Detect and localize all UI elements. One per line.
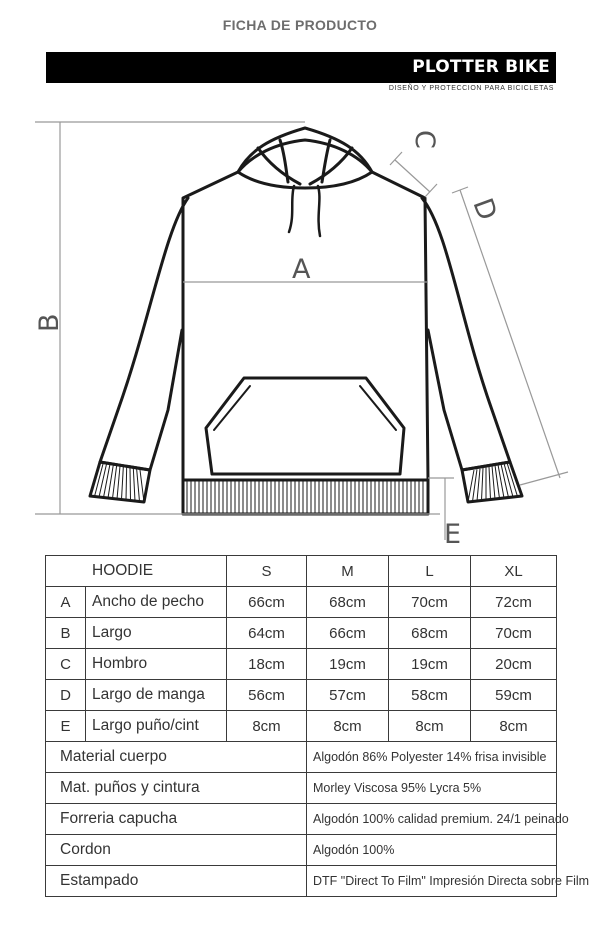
measure-d-tick2 (520, 472, 568, 485)
brand-name: PLOTTER BIKE (412, 57, 550, 77)
measure-d-line (460, 190, 560, 478)
drawstring-right (318, 186, 320, 236)
label-c: C (409, 130, 440, 149)
material-value: DTF "Direct To Film" Impresión Directa sobre Film (307, 866, 557, 897)
size-header: XL (471, 556, 557, 587)
material-value: Algodón 100% calidad premium. 24/1 peinado (307, 804, 557, 835)
hoodie-body-outline (183, 128, 428, 480)
page-title: FICHA DE PRODUCTO (222, 17, 378, 33)
rib-line (113, 465, 117, 498)
ribbing-lines (90, 462, 522, 513)
measure-row (46, 680, 557, 711)
rib-line (122, 467, 124, 500)
measure-value: 8cm (227, 711, 307, 742)
brand-banner (46, 52, 556, 83)
size-header: S (227, 556, 307, 587)
measure-value: 66cm (307, 618, 389, 649)
material-label: Estampado (46, 866, 307, 897)
measure-label: Largo de manga (86, 680, 227, 711)
rib-line (99, 463, 107, 497)
material-row (46, 835, 557, 866)
rib-line (477, 469, 480, 501)
hoodie-diagram (0, 100, 600, 550)
label-a: A (292, 254, 311, 285)
material-label: Mat. puños y cintura (46, 773, 307, 804)
measure-value: 18cm (227, 649, 307, 680)
label-b: B (34, 313, 65, 332)
label-d: D (466, 194, 503, 225)
kangaroo-pocket (206, 378, 404, 474)
label-e: E (444, 519, 462, 550)
rib-line (130, 468, 131, 501)
hood-fold-left (258, 148, 300, 184)
left-sleeve-outline (100, 198, 188, 470)
measure-value: 70cm (389, 587, 471, 618)
rib-line (482, 468, 484, 501)
measure-key: E (46, 711, 86, 742)
measure-value: 8cm (389, 711, 471, 742)
measure-value: 64cm (227, 618, 307, 649)
measure-value: 56cm (227, 680, 307, 711)
measure-c-tick2 (425, 184, 437, 197)
measure-value: 8cm (471, 711, 557, 742)
product-name: HOODIE (46, 556, 227, 587)
material-value: Algodón 86% Polyester 14% frisa invisible (307, 742, 557, 773)
size-header: L (389, 556, 471, 587)
measure-value: 72cm (471, 587, 557, 618)
measure-value: 57cm (307, 680, 389, 711)
brand-tagline: DISEÑO Y PROTECCION PARA BICICLETAS (388, 85, 554, 92)
right-sleeve-outline (422, 198, 510, 470)
measure-c-tick1 (390, 152, 402, 165)
measure-key: B (46, 618, 86, 649)
rib-line (137, 469, 140, 501)
drawstring-left (289, 186, 294, 232)
measure-value: 19cm (389, 649, 471, 680)
measure-key: D (46, 680, 86, 711)
measure-value: 59cm (471, 680, 557, 711)
measure-row (46, 587, 557, 618)
measure-key: C (46, 649, 86, 680)
material-value: Morley Viscosa 95% Lycra 5% (307, 773, 557, 804)
rib-line (492, 466, 495, 499)
measure-value: 66cm (227, 587, 307, 618)
measure-value: 68cm (389, 618, 471, 649)
measure-row (46, 649, 557, 680)
material-row (46, 773, 557, 804)
measure-row (46, 711, 557, 742)
measure-label: Largo (86, 618, 227, 649)
rib-line (140, 470, 144, 502)
size-header: M (307, 556, 389, 587)
rib-line (489, 467, 491, 500)
material-label: Cordon (46, 835, 307, 866)
rib-line (117, 466, 120, 499)
measure-value: 8cm (307, 711, 389, 742)
measure-d-tick1 (452, 187, 468, 193)
measure-value: 58cm (389, 680, 471, 711)
size-table (45, 555, 590, 897)
measure-label: Hombro (86, 649, 227, 680)
material-label: Forreria capucha (46, 804, 307, 835)
material-row (46, 866, 557, 897)
measure-label: Largo puño/cint (86, 711, 227, 742)
measure-value: 20cm (471, 649, 557, 680)
measure-row (46, 618, 557, 649)
measure-key: A (46, 587, 86, 618)
measure-value: 70cm (471, 618, 557, 649)
measure-value: 68cm (307, 587, 389, 618)
rib-line (133, 469, 135, 501)
hood-fold-right (310, 148, 352, 184)
material-value: Algodón 100% (307, 835, 557, 866)
rib-line (90, 462, 100, 496)
rib-line (126, 467, 127, 500)
measure-label: Ancho de pecho (86, 587, 227, 618)
rib-line (501, 464, 509, 498)
size-header-row (46, 556, 557, 587)
measure-value: 19cm (307, 649, 389, 680)
material-label: Material cuerpo (46, 742, 307, 773)
material-row (46, 804, 557, 835)
material-row (46, 742, 557, 773)
